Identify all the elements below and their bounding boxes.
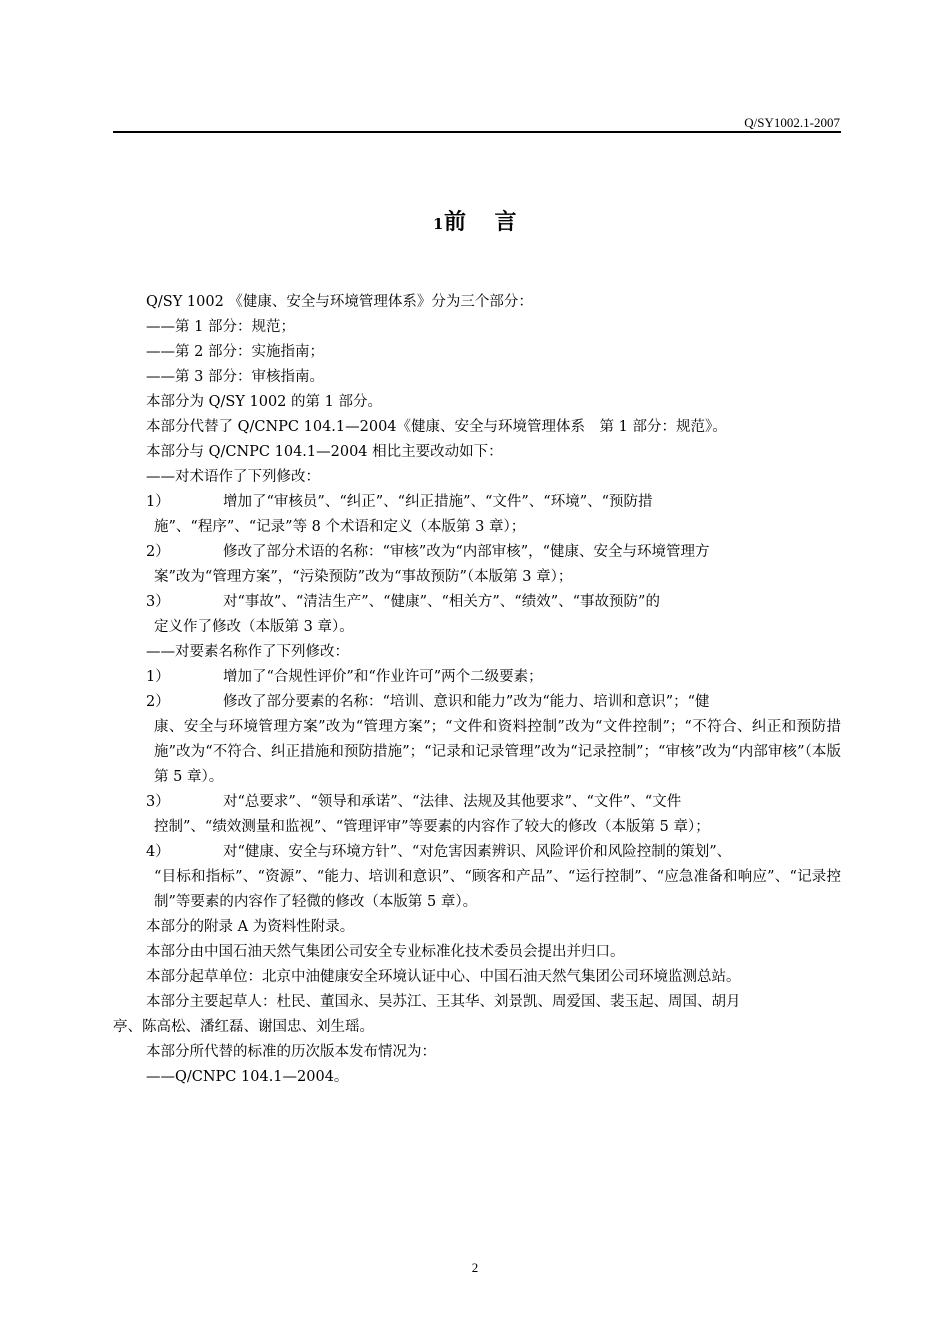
paragraph: 本部分起草单位：北京中油健康安全环境认证中心、中国石油天然气集团公司环境监测总站。 (146, 969, 741, 985)
document-code: Q/SY1002.1-2007 (744, 115, 840, 130)
paragraph-cont: 亭、陈高松、潘红磊、谢国忠、刘生瑶。 (113, 1019, 374, 1035)
title-text-b: 言 (494, 209, 517, 235)
list-item (113, 665, 841, 690)
header-rule (113, 131, 841, 133)
paragraph: 本部分与 Q/CNPC 104.1—2004 相比主要改动如下： (146, 444, 503, 460)
document-body (113, 290, 841, 1090)
list-label: 3） (146, 794, 170, 810)
paragraph: ——对术语作了下列修改： (146, 469, 320, 485)
title-text-a: 前 (443, 209, 467, 235)
list-text-cont: “目标和指标”、“资源”、“能力、培训和意识”、“顾客和产品”、“运行控制”、“应急准备和响应”、“记录控制”等要素的内容作了轻微的修改（本版第 5 章）。 (154, 869, 841, 910)
paragraph: 本部分主要起草人：杜民、董国永、吴苏江、王其华、刘景凯、周爱国、裴玉起、周国、胡月 (146, 994, 741, 1010)
list-label: 2） (146, 694, 170, 710)
list-item (113, 540, 841, 590)
paragraph: ——第 2 部分：实施指南； (146, 344, 324, 360)
list-item (113, 790, 841, 840)
paragraph: Q/SY 1002 《健康、安全与环境管理体系》分为三个部分： (146, 294, 533, 310)
list-item (113, 590, 841, 640)
list-text-cont: 定义作了修改（本版第 3 章）。 (154, 619, 354, 635)
paragraph: ——第 1 部分：规范； (146, 319, 295, 335)
paragraph: ——对要素名称作了下列修改： (146, 644, 349, 660)
paragraph: 本部分代替了 Q/CNPC 104.1—2004《健康、安全与环境管理体系 第 1 部分：规范》。 (146, 419, 727, 435)
list-text-cont: 康、安全与环境管理方案”改为“管理方案”；“文件和资料控制”改为“文件控制”；“不符合、纠正和预防措施”改为“不符合、纠正措施和预防措施”；“记录和记录管理”改为“记录控制”；“审核”改为“内部审核”（本版第 5 章）。 (154, 719, 841, 785)
list-text-cont: 施”、“程序”、“记录”等 8 个术语和定义（本版第 3 章）； (154, 519, 526, 535)
list-label: 1） (146, 669, 170, 685)
list-label: 3） (146, 594, 170, 610)
title-number: 1 (433, 215, 444, 233)
list-text: 对“健康、安全与环境方针”、“对危害因素辨识、风险评价和风险控制的策划”、 (223, 844, 732, 860)
list-item (113, 490, 841, 540)
list-text: 增加了“审核员”、“纠正”、“纠正措施”、“文件”、“环境”、“预防措 (223, 494, 653, 510)
list-text: 对“总要求”、“领导和承诺”、“法律、法规及其他要求”、“文件”、“文件 (223, 794, 682, 810)
list-item (113, 840, 841, 915)
list-label: 4） (146, 844, 170, 860)
paragraph: ——第 3 部分：审核指南。 (146, 369, 324, 385)
list-text: 修改了部分术语的名称：“审核”改为“内部审核”，“健康、安全与环境管理方 (223, 544, 710, 560)
list-text: 修改了部分要素的名称：“培训、意识和能力”改为“能力、培训和意识”；“健 (223, 694, 710, 710)
paragraph: 本部分所代替的标准的历次版本发布情况为： (146, 1044, 436, 1060)
page-title (0, 205, 950, 236)
list-item (113, 690, 841, 790)
paragraph: 本部分由中国石油天然气集团公司安全专业标准化技术委员会提出并归口。 (146, 944, 625, 960)
list-text: 增加了“合规性评价”和“作业许可”两个二级要素； (223, 669, 543, 685)
page-number: 2 (471, 1260, 479, 1275)
paragraph: ——Q/CNPC 104.1—2004。 (146, 1069, 349, 1085)
paragraph: 本部分为 Q/SY 1002 的第 1 部分。 (146, 394, 382, 410)
list-text: 对“事故”、“清洁生产”、“健康”、“相关方”、“绩效”、“事故预防”的 (223, 594, 660, 610)
paragraph: 本部分的附录 A 为资料性附录。 (146, 919, 355, 935)
list-text-cont: 案”改为“管理方案”，“污染预防”改为“事故预防”（本版第 3 章）； (154, 569, 573, 585)
list-text-cont: 控制”、“绩效测量和监视”、“管理评审”等要素的内容作了较大的修改（本版第 5 章）； (154, 819, 710, 835)
list-label: 1） (146, 494, 170, 510)
list-label: 2） (146, 544, 170, 560)
